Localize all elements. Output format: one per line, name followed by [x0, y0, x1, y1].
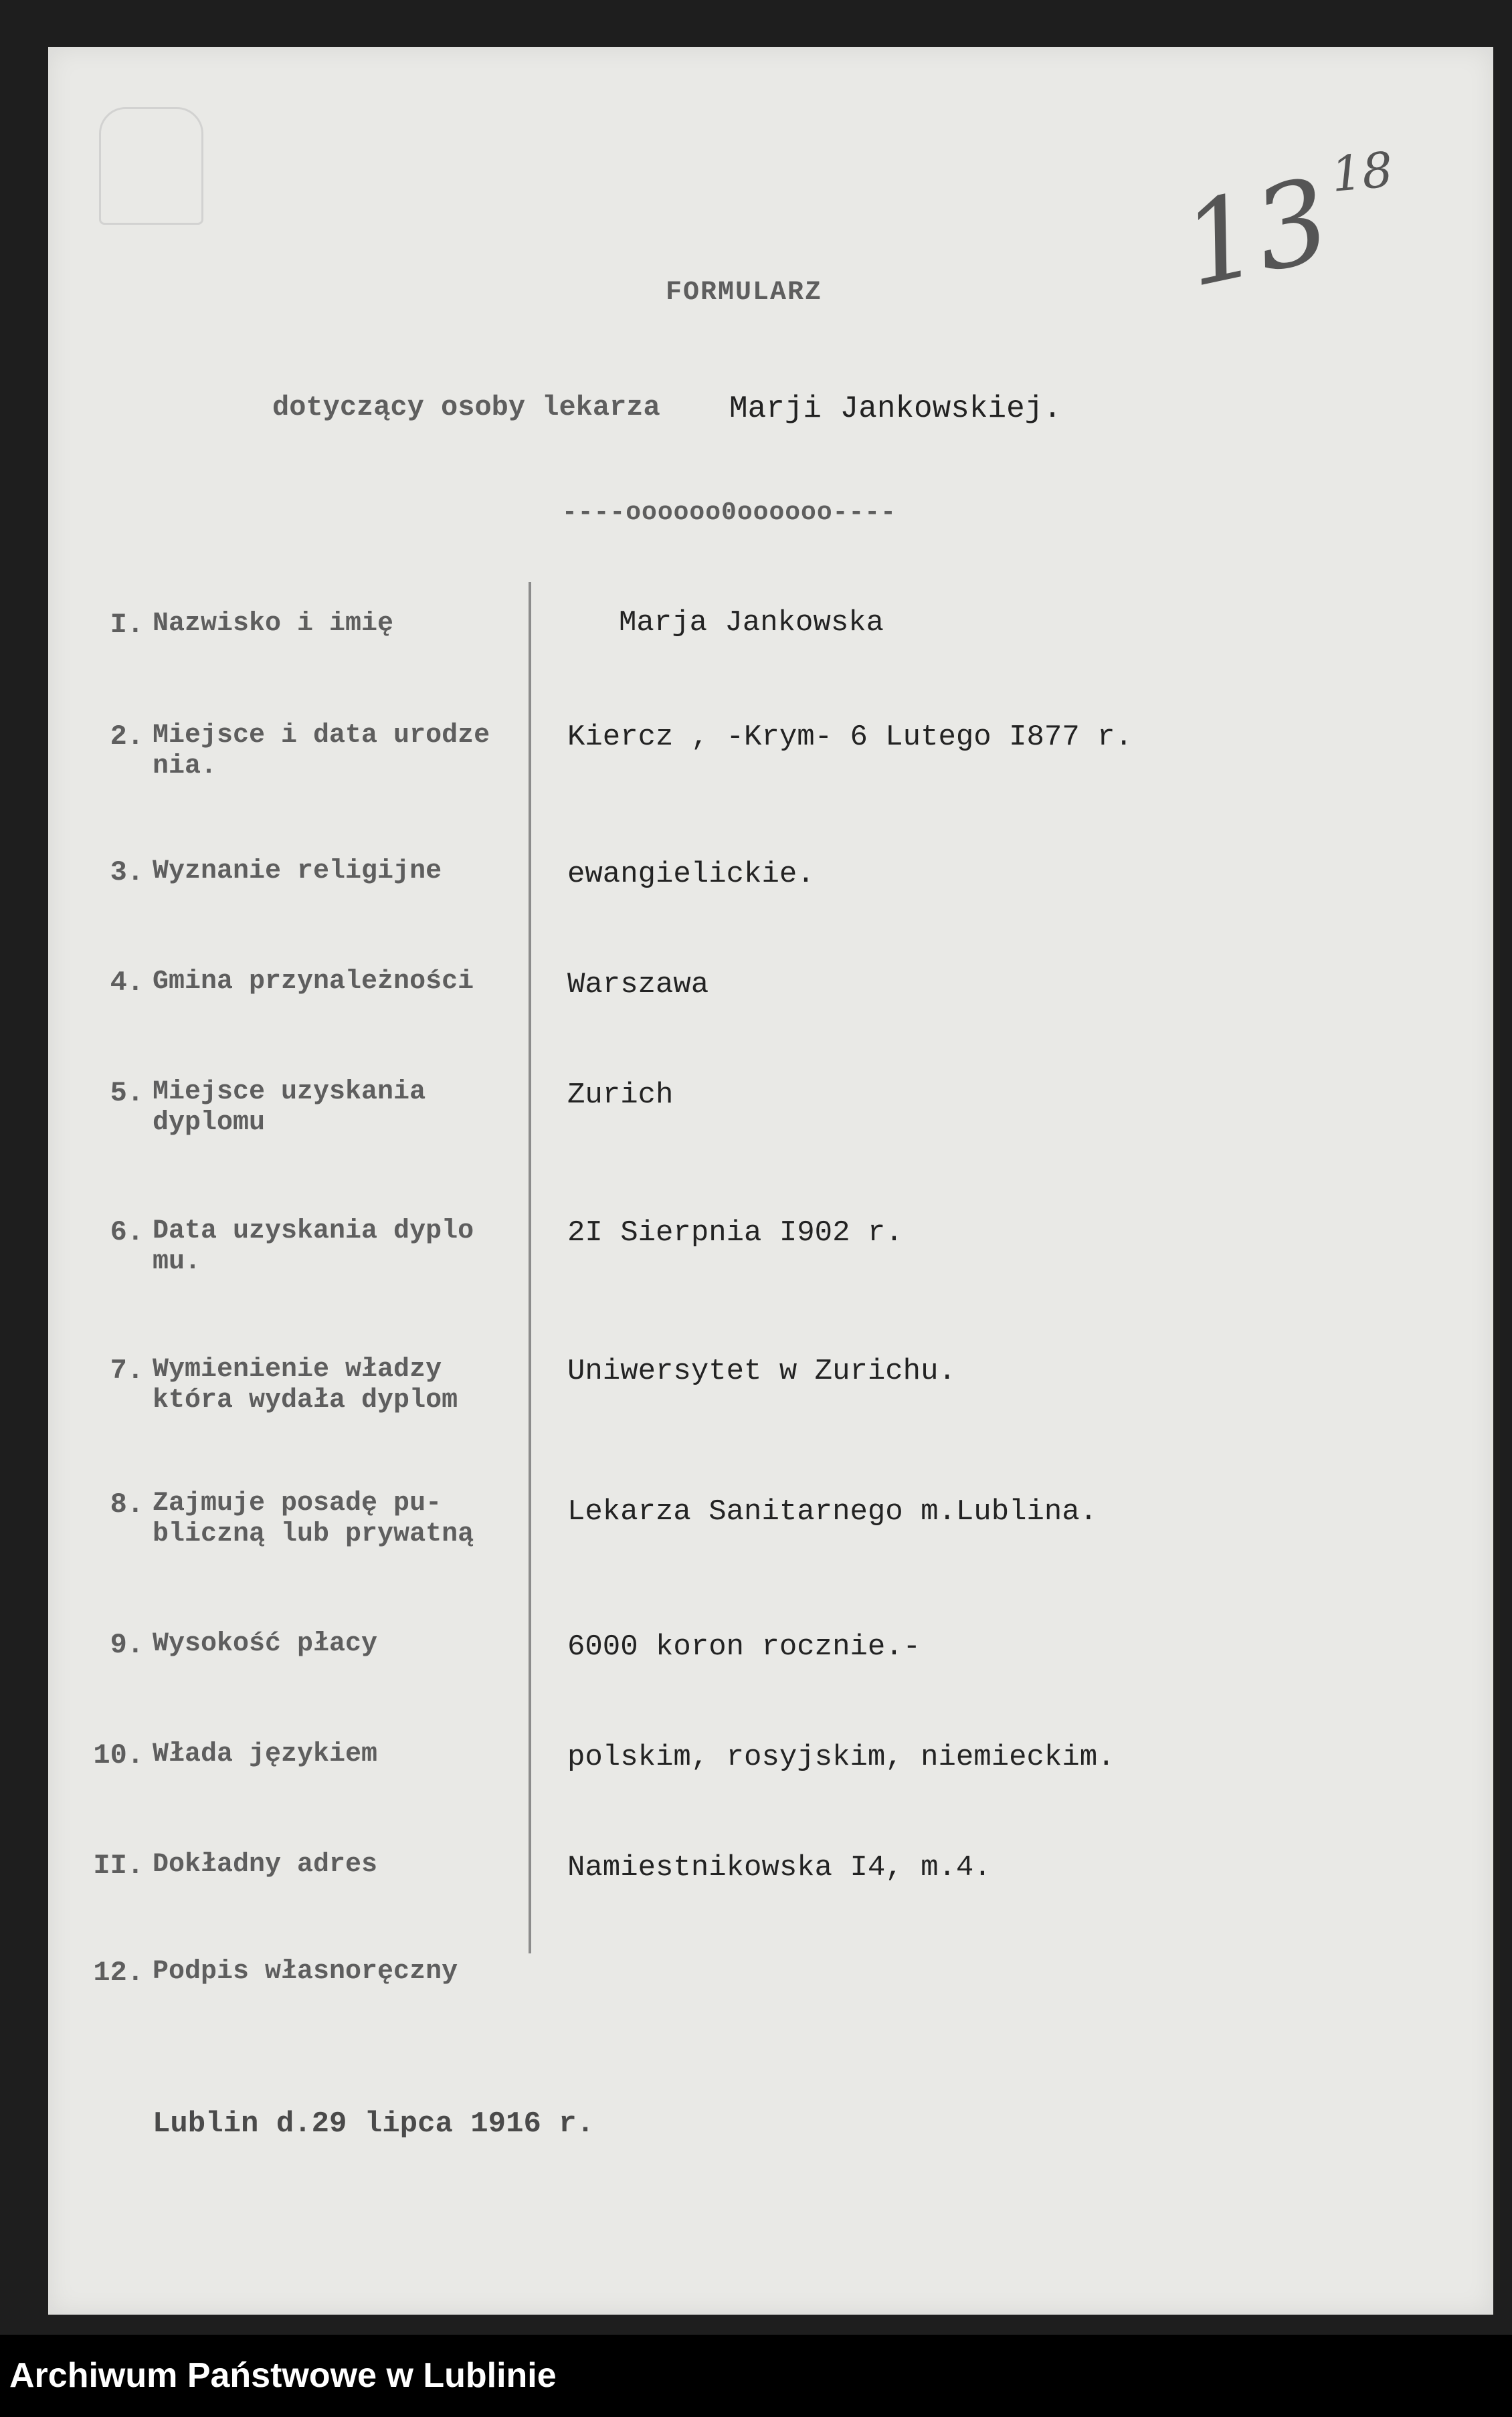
- row-number: II.: [93, 1850, 144, 1882]
- row-label: Dokładny adres: [153, 1850, 378, 1880]
- row-label: Zajmuje posadę pu- bliczną lub prywatną: [153, 1488, 474, 1549]
- handwritten-folio-number: 18: [1329, 141, 1396, 203]
- form-divider: ----oooooo0oooooo----: [562, 498, 896, 527]
- row-number: 4.: [110, 967, 144, 999]
- embossed-stamp-mark: [99, 107, 203, 225]
- handwritten-page-number: 13: [1171, 153, 1341, 314]
- row-number: 6.: [110, 1216, 144, 1248]
- row-number: 12.: [93, 1957, 144, 1989]
- row-label: Data uzyskania dyplo mu.: [153, 1216, 474, 1277]
- form-title: FORMULARZ: [666, 278, 823, 308]
- row-number: 10.: [93, 1739, 144, 1771]
- row-value: 6000 koron rocznie.-: [567, 1630, 921, 1664]
- row-label: Gmina przynależności: [153, 967, 474, 997]
- row-value: Warszawa: [567, 968, 709, 1001]
- row-label: Nazwisko i imię: [153, 609, 394, 639]
- row-number: I.: [110, 609, 144, 641]
- row-number: 7.: [110, 1355, 144, 1387]
- place-date-line: Lublin d.29 lipca 1916 r.: [153, 2107, 595, 2141]
- row-label: Włada językiem: [153, 1739, 378, 1769]
- row-label: Miejsce i data urodze nia.: [153, 720, 490, 781]
- row-value: ewangielickie.: [567, 858, 815, 891]
- row-number: 5.: [110, 1077, 144, 1109]
- row-value: Zurich: [567, 1078, 674, 1112]
- row-number: 9.: [110, 1629, 144, 1661]
- row-label: Wymienienie władzy która wydała dyplom: [153, 1355, 458, 1416]
- archive-banner: Archiwum Państwowe w Lublinie: [0, 2335, 1512, 2417]
- row-value: Uniwersytet w Zurichu.: [567, 1355, 956, 1388]
- row-value: Kiercz , -Krym- 6 Lutego I877 r.: [567, 720, 1133, 754]
- row-number: 3.: [110, 856, 144, 888]
- row-label: Wysokość płacy: [153, 1629, 378, 1659]
- form-subtitle-prefix: dotyczący osoby lekarza: [272, 391, 660, 423]
- row-value: Lekarza Sanitarnego m.Lublina.: [567, 1495, 1098, 1529]
- row-label: Miejsce uzyskania dyplomu: [153, 1077, 426, 1138]
- row-number: 8.: [110, 1488, 144, 1521]
- row-value: Namiestnikowska I4, m.4.: [567, 1851, 991, 1884]
- row-number: 2.: [110, 720, 144, 753]
- column-separator-line: [529, 582, 531, 1953]
- row-value: polskim, rosyjskim, niemieckim.: [567, 1741, 1115, 1774]
- row-value: Marja Jankowska: [619, 606, 884, 640]
- row-label: Wyznanie religijne: [153, 856, 442, 886]
- form-subtitle-name: Marji Jankowskiej.: [729, 391, 1062, 426]
- row-value: 2I Sierpnia I902 r.: [567, 1216, 903, 1250]
- row-label: Podpis własnoręczny: [153, 1957, 458, 1987]
